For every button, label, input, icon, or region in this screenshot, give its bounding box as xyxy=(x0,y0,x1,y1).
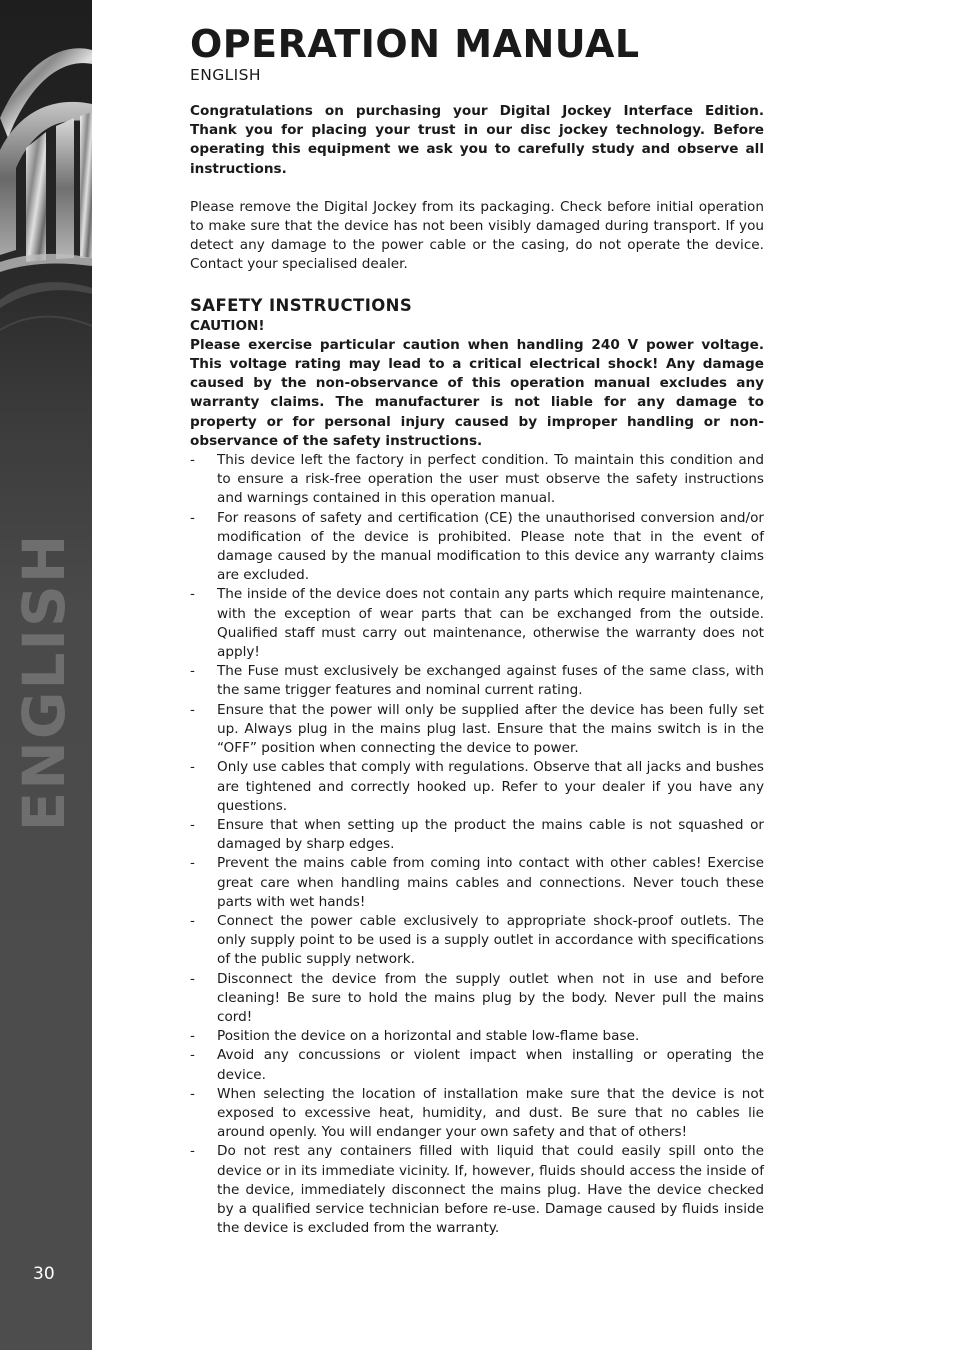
list-item-text: The inside of the device does not contain any parts which require maintenance, with the exception of wear parts that can be exchanged from the outside. Qualified staff must carry out maintenance, otherwise the warranty does not apply! xyxy=(217,586,764,661)
list-item xyxy=(190,912,764,970)
page-title: OPERATION MANUAL xyxy=(190,22,640,66)
intro-bold-paragraph: Congratulations on purchasing your Digital Jockey Interface Edition. Thank you for placing your trust in our disc jockey technology. Before operating this equipment we ask you to carefully study and observe all instructions. xyxy=(190,103,764,177)
list-item xyxy=(190,854,764,912)
list-item xyxy=(190,1085,764,1143)
bullet-dash: - xyxy=(190,1085,195,1102)
list-item xyxy=(190,970,764,1028)
list-item xyxy=(190,1046,764,1084)
list-item-text: Disconnect the device from the supply outlet when not in use and before cleaning! Be sure to hold the mains plug by the body. Never pull the mains cord! xyxy=(217,970,764,1025)
list-item xyxy=(190,509,764,586)
list-item-text: The Fuse must exclusively be exchanged against fuses of the same class, with the same trigger features and nominal current rating. xyxy=(217,663,764,699)
page-number: 30 xyxy=(33,1264,55,1284)
list-item xyxy=(190,758,764,816)
bullet-dash: - xyxy=(190,1047,195,1064)
caution-label: CAUTION! xyxy=(190,317,265,334)
bullet-dash: - xyxy=(190,586,195,603)
list-item-text: Ensure that the power will only be supplied after the device has been fully set up. Always plug in the mains plug last. Ensure that the mains switch is in the “OFF” position when connecting the device to power. xyxy=(217,701,764,757)
list-item xyxy=(190,1142,764,1238)
bullet-dash: - xyxy=(190,701,195,718)
intro-paragraph: Please remove the Digital Jockey from its packaging. Check before initial operation to make sure that the device has not been visibly damaged during transport. If you detect any damage to the power cable or the casing, do not operate the device. Contact your specialised dealer. xyxy=(190,198,764,273)
bullet-dash: - xyxy=(190,855,195,872)
brand-logo-graphic xyxy=(0,0,92,420)
vertical-language-text: ENGLISH xyxy=(10,532,78,832)
list-item-text: When selecting the location of installation make sure that the device is not exposed to excessive heat, humidity, and dust. Be sure that no cables lie around openly. You will endanger your own safety and that of others! xyxy=(217,1085,764,1141)
bullet-dash: - xyxy=(190,452,195,469)
bullet-dash: - xyxy=(190,1143,195,1160)
page-subtitle: ENGLISH xyxy=(190,66,261,84)
sidebar xyxy=(0,0,92,1350)
list-item-text: Avoid any concussions or violent impact when installing or operating the device. xyxy=(217,1047,764,1083)
list-item-text: This device left the factory in perfect condition. To maintain this condition and to ensure a risk-free operation the user must observe the safety instructions and warnings contained in this operation manual. xyxy=(217,452,764,507)
caution-text: Please exercise particular caution when handling 240 V power voltage. This voltage rating may lead to a critical electrical shock! Any damage caused by the non-observance of this operation manual excludes any warranty claims. The manufacturer is not liable for any damage to property or for personal injury caused by improper handling or non-observance of the safety instructions. xyxy=(190,336,764,449)
list-item-text: Do not rest any containers filled with liquid that could easily spill onto the device or in its immediate vicinity. If, however, fluids should access the inside of the device, immediately disconnect the mains plug. Have the device checked by a qualified service technician before re-use. Damage caused by fluids inside the device is excluded from the warranty. xyxy=(217,1143,764,1237)
list-item xyxy=(190,1027,764,1046)
spacer xyxy=(190,275,764,295)
list-item-text: For reasons of safety and certification (CE) the unauthorised conversion and/or modification of the device is prohibited. Please note that in the event of damage caused by the manual modification to this device any warranty claims are excluded. xyxy=(217,509,764,584)
bullet-dash: - xyxy=(190,816,195,833)
bullet-dash: - xyxy=(190,759,195,776)
list-item xyxy=(190,701,764,759)
list-item xyxy=(190,662,764,700)
list-item-text: Only use cables that comply with regulations. Observe that all jacks and bushes are tightened and correctly hooked up. Refer to your dealer if you have any questions. xyxy=(217,759,764,814)
vertical-language-label xyxy=(0,510,90,850)
spacer xyxy=(190,179,764,198)
bullet-dash: - xyxy=(190,509,195,526)
page-content xyxy=(190,22,764,1238)
list-item xyxy=(190,816,764,854)
bullet-dash: - xyxy=(190,912,195,929)
list-item-text: Connect the power cable exclusively to appropriate shock-proof outlets. The only supply point to be used is a supply outlet in accordance with specifications of the public supply network. xyxy=(217,912,764,968)
list-item-text: Ensure that when setting up the product the mains cable is not squashed or damaged by sharp edges. xyxy=(217,816,764,853)
list-item xyxy=(190,585,764,662)
list-item-text: Prevent the mains cable from coming into contact with other cables! Exercise great care when handling mains cables and connections. Never touch these parts with wet hands! xyxy=(217,855,764,910)
bullet-dash: - xyxy=(190,1028,195,1045)
section-heading: SAFETY INSTRUCTIONS xyxy=(190,295,413,315)
bullet-dash: - xyxy=(190,970,195,987)
safety-instructions-list xyxy=(190,451,764,1238)
bullet-dash: - xyxy=(190,663,195,680)
list-item xyxy=(190,451,764,509)
list-item-text: Position the device on a horizontal and stable low-flame base. xyxy=(217,1028,640,1045)
